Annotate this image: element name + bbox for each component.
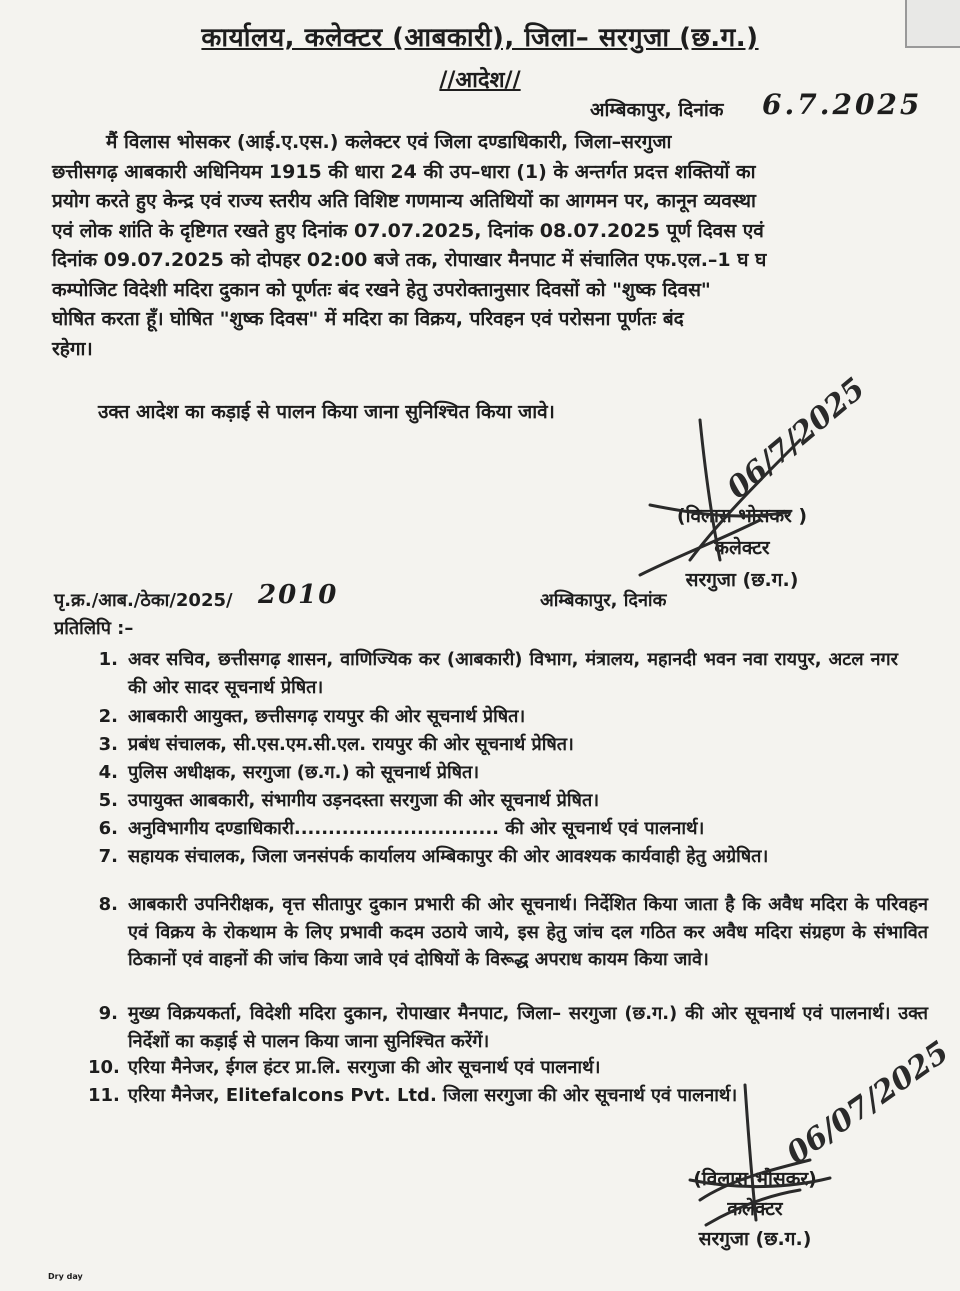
signatory-name: (विलास भोसकर) (693, 1168, 817, 1190)
signature-2-ink (690, 1035, 955, 1225)
item-text: पुलिस अधीक्षक, सरगुजा (छ.ग.) को सूचनार्थ प्रेषित। (128, 762, 480, 783)
item-text: एरिया मैनेजर, ईगल हंटर प्रा.लि. सरगुजा की ओर सूचनार्थ एवं पालनार्थ। (128, 1057, 601, 1078)
signatory-name: (विलास भोसकर ) (676, 505, 808, 527)
body-line: एवं लोक शांति के दृष्टिगत रखते हुए दिनांक 07.07.2025, दिनांक 08.07.2025 पूर्ण दिवस एवं (52, 219, 764, 242)
signatory-district: सरगुजा (छ.ग.) (698, 1228, 812, 1250)
item-number: 4. (98, 762, 118, 783)
item-number: 8. (98, 894, 118, 915)
footer-note: Dry day (48, 1272, 83, 1281)
order-heading: //आदेश// (439, 68, 521, 93)
office-title: कार्यालय, कलेक्टर (आबकारी), जिला– सरगुजा (छ.ग.) (201, 23, 759, 53)
item-text: सहायक संचालक, जिला जनसंपर्क कार्यालय अम्बिकापुर की ओर आवश्यक कार्यवाही हेतु अग्रेषित। (128, 846, 769, 867)
signature-2-date: 06/07/2025 (780, 1034, 956, 1172)
item-number: 9. (98, 1003, 118, 1024)
item-text: मुख्य विक्रयकर्ता, विदेशी मदिरा दुकान, रोपाखार मैनपाट, जिला– सरगुजा (छ.ग.) की ओर सूचनार्थ एवं पालनार्थ। उक्त निर्देशों का कड़ाई से पालन किया जाना सुनिश्चित करेंगें। (128, 1003, 928, 1052)
item-text: आबकारी आयुक्त, छत्तीसगढ़ रायपुर की ओर सूचनार्थ प्रेषित। (128, 706, 526, 727)
item-text: प्रबंध संचालक, सी.एस.एम.सी.एल. रायपुर की ओर सूचनार्थ प्रेषित। (128, 734, 574, 755)
item-text: आबकारी उपनिरीक्षक, वृत्त सीतापुर दुकान प्रभारी की ओर सूचनार्थ। निर्देशित किया जाता है कि अवैध मदिरा के परिवहन एवं विक्रय के रोकथाम के लिए प्रभावी कदम उठाये जाये, इस हेतु जांच दल गठित कर अवैध मदिरा संग्रहण के संभावित ठिकानों एवं वाहनों की जांच किया जावे एवं दोषियों के विरूद्ध अपराध कायम किया जावे। (128, 894, 928, 970)
body-line: मैं विलास भोसकर (आई.ए.एस.) कलेक्टर एवं जिला दण्डाधिकारी, जिला–सरगुजा (106, 131, 672, 153)
body-line: दिनांक 09.07.2025 को दोपहर 02:00 बजे तक, रोपाखार मैनपाट में संचालित एफ.एल.–1 घ घ (52, 249, 767, 271)
reference-place-date: अम्बिकापुर, दिनांक (540, 590, 667, 611)
body-line: छत्तीसगढ़ आबकारी अधिनियम 1915 की धारा 24 की उप–धारा (1) के अन्तर्गत प्रदत्त शक्तियों का (52, 160, 756, 183)
body-line: घोषित करता हूँ। घोषित "शुष्क दिवस" में मदिरा का विक्रय, परिवहन एवं परोसना पूर्णतः बंद (52, 308, 684, 330)
copy-to-label: प्रतिलिपि :– (54, 618, 134, 639)
item-number: 10. (88, 1057, 120, 1078)
item-number: 7. (98, 846, 118, 867)
item-number: 1. (98, 649, 118, 670)
reference-number: पृ.क्र./आब./ठेका/2025/ (54, 590, 233, 611)
compliance-line: उक्त आदेश का कड़ाई से पालन किया जाना सुनिश्चित किया जावे। (98, 401, 555, 423)
item-text: एरिया मैनेजर, Elitefalcons Pvt. Ltd. जिला सरगुजा की ओर सूचनार्थ एवं पालनार्थ। (128, 1085, 738, 1106)
signature-1-date: 06/7/2025 (720, 371, 872, 507)
handwritten-reference-number: 2010 (258, 580, 339, 610)
item-text: उपायुक्त आबकारी, संभागीय उड़नदस्ता सरगुजा की ओर सूचनार्थ प्रेषित। (128, 790, 600, 811)
body-line: रहेगा। (52, 337, 93, 360)
item-number: 6. (98, 818, 118, 839)
signatory-designation: कलेक्टर (714, 537, 770, 559)
signatory-district: सरगुजा (छ.ग.) (685, 569, 799, 591)
item-text: अवर सचिव, छत्तीसगढ़ शासन, वाणिज्यिक कर (आबकारी) विभाग, मंत्रालय, महानदी भवन नवा रायपुर, अटल नगर की ओर सादर सूचनार्थ प्रेषित। (128, 649, 898, 698)
item-number: 2. (98, 706, 118, 727)
place-date-label: अम्बिकापुर, दिनांक (590, 99, 724, 121)
signature-1-ink (640, 371, 872, 575)
signatory-designation: कलेक्टर (727, 1198, 783, 1220)
item-number: 5. (98, 790, 118, 811)
handwritten-date: 6.7.2025 (762, 88, 923, 121)
body-line: प्रयोग करते हुए केन्द्र एवं राज्य स्तरीय अति विशिष्ट गणमान्य अतिथियों का आगमन पर, कानून व्यवस्था (52, 190, 756, 212)
item-text: अनुविभागीय दण्डाधिकारी.............................. की ओर सूचनार्थ एवं पालनार्थ। (128, 818, 705, 839)
body-line: कम्पोजिट विदेशी मदिरा दुकान को पूर्णतः बंद रखने हेतु उपरोक्तानुसार दिवसों को "शुष्क दिवस" (52, 278, 711, 301)
item-number: 11. (88, 1085, 120, 1106)
item-number: 3. (98, 734, 118, 755)
